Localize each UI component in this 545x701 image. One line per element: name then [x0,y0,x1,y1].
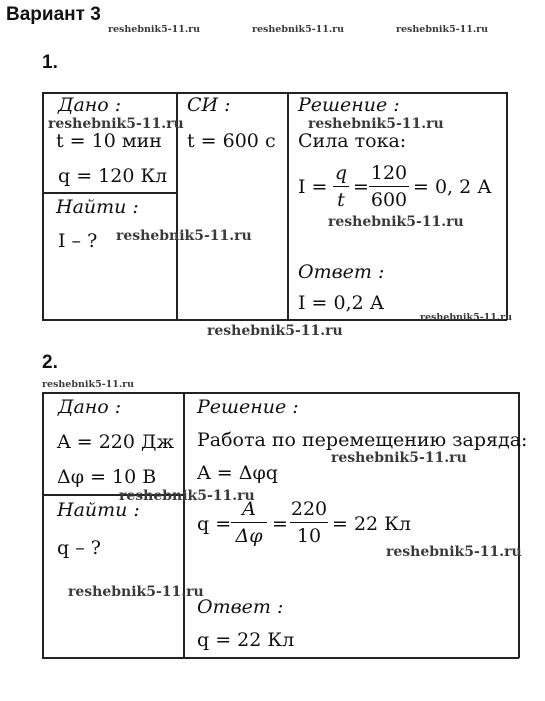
given-work: A = 220 Дж [57,431,174,453]
problem-1-number: 1. [42,52,58,73]
given-header: Дано : [58,94,122,116]
formula-work: A = Δφq [197,462,278,484]
solution-header: Решение : [298,94,400,116]
answer-header: Ответ : [298,261,385,283]
watermark: reshebnik5-11.ru [331,450,467,466]
si-time: t = 600 с [187,130,276,152]
watermark: reshebnik5-11.ru [386,544,522,560]
given-header: Дано : [58,396,122,418]
formula-eq: = [353,176,369,198]
given-charge: q = 120 Кл [58,165,168,187]
solution-text: Работа по перемещению заряда: [197,429,528,451]
formula-lhs: q = [197,513,232,535]
watermark: reshebnik5-11.ru [116,228,252,244]
answer-header: Ответ : [197,596,284,618]
problem-2-number: 2. [42,352,58,373]
given-potential: Δφ = 10 В [57,466,157,488]
formula-result: = 22 Кл [332,513,411,535]
fraction-120-over-600: 120 600 [370,162,408,212]
watermark: reshebnik5-11.ru [119,488,255,504]
watermark: reshebnik5-11.ru [308,116,444,132]
page-title: Вариант 3 [6,4,101,25]
find-header: Найти : [56,196,139,218]
watermark: reshebnik5-11.ru [252,24,345,35]
watermark: reshebnik5-11.ru [68,584,204,600]
formula-result: = 0, 2 А [413,176,492,198]
fraction-q-over-t: q t [334,162,348,212]
watermark: reshebnik5-11.ru [42,379,135,390]
watermark: reshebnik5-11.ru [207,323,343,339]
formula-lhs: I = [298,176,328,198]
given-time: t = 10 мин [56,130,162,152]
answer-value: q = 22 Кл [197,629,295,651]
watermark: reshebnik5-11.ru [328,214,464,230]
answer-value: I = 0,2 А [298,292,385,314]
solution-text: Сила тока: [298,130,407,152]
si-header: СИ : [187,94,231,116]
watermark: reshebnik5-11.ru [48,116,184,132]
solution-header: Решение : [197,396,299,418]
fraction-220-over-10: 220 10 [290,498,328,548]
formula-eq: = [272,513,288,535]
find-value: I – ? [58,230,98,252]
find-value: q – ? [57,537,101,559]
watermark: reshebnik5-11.ru [420,312,513,323]
find-header: Найти : [57,499,140,521]
watermark: reshebnik5-11.ru [396,24,489,35]
watermark: reshebnik5-11.ru [108,24,201,35]
fraction-A-over-dphi: A Δφ [231,498,267,547]
